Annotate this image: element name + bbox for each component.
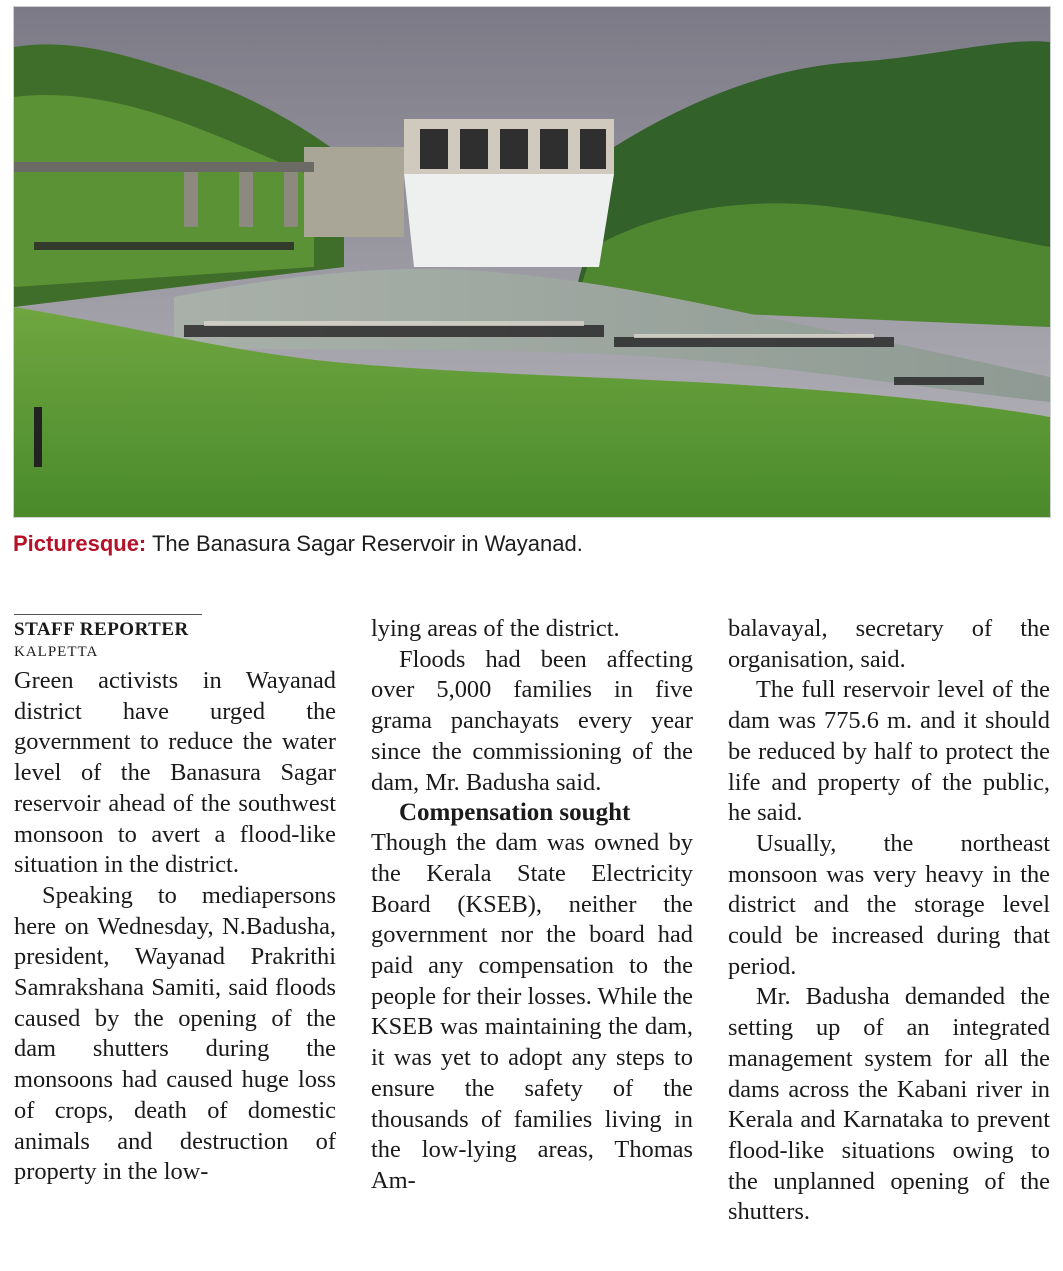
caption-lead: Picturesque: (13, 531, 147, 556)
paragraph: Green activists in Wayanad district have urged the government to reduce the water level of the Banasura Sagar reservoir ahead of the southwest monsoon to avert a flood-like situation in the district. (14, 667, 336, 879)
reservoir-photo (13, 6, 1051, 518)
paragraph: lying areas of the district. (371, 615, 620, 642)
dateline: KALPETTA (14, 644, 99, 660)
paragraph: Usually, the northeast monsoon was very heavy in the district and the storage level could be increased during that period. (728, 829, 1050, 980)
article-column-2 (371, 614, 693, 1197)
paragraph: The full reservoir level of the dam was 775.6 m. and it should be reduced by half to protect the life and property of the public, he said. (728, 676, 1050, 827)
article-column-1 (14, 614, 336, 1188)
paragraph: balavayal, secretary of the organisation, said. (728, 615, 1050, 673)
caption-text: The Banasura Sagar Reservoir in Wayanad. (151, 531, 583, 556)
reservoir-photo-illustration (14, 7, 1050, 517)
byline: STAFF REPORTER (14, 614, 202, 641)
spillway-water (404, 174, 614, 267)
article-column-3 (728, 614, 1050, 1228)
photo-caption (13, 531, 583, 557)
subheading: Compensation sought (399, 799, 631, 827)
paragraph: Mr. Badusha demanded the setting up of an integrated management system for all the dams across the Kabani river in Kerala and Karnataka to prevent flood-like situations owing to the unplanned opening of the shutters. (728, 983, 1050, 1226)
paragraph: Though the dam was owned by the Kerala State Electricity Board (KSEB), neither the government nor the board had paid any compensation to the people for their losses. While the KSEB was maintaining the dam, it was yet to adopt any steps to ensure the safety of the thousands of families living in the low-lying areas, Thomas Am- (371, 829, 693, 1194)
paragraph: Floods had been affecting over 5,000 families in five grama panchayats every year since the commissioning of the dam, Mr. Badusha said. (371, 645, 693, 796)
person-foreground (34, 407, 42, 467)
paragraph: Speaking to mediapersons here on Wednesday, N.Badusha, president, Wayanad Prakrithi Samrakshana Samiti, said floods caused by the opening of the dam shutters during the monsoons had caused huge loss of crops, death of domestic animals and destruction of property in the low- (14, 881, 336, 1186)
